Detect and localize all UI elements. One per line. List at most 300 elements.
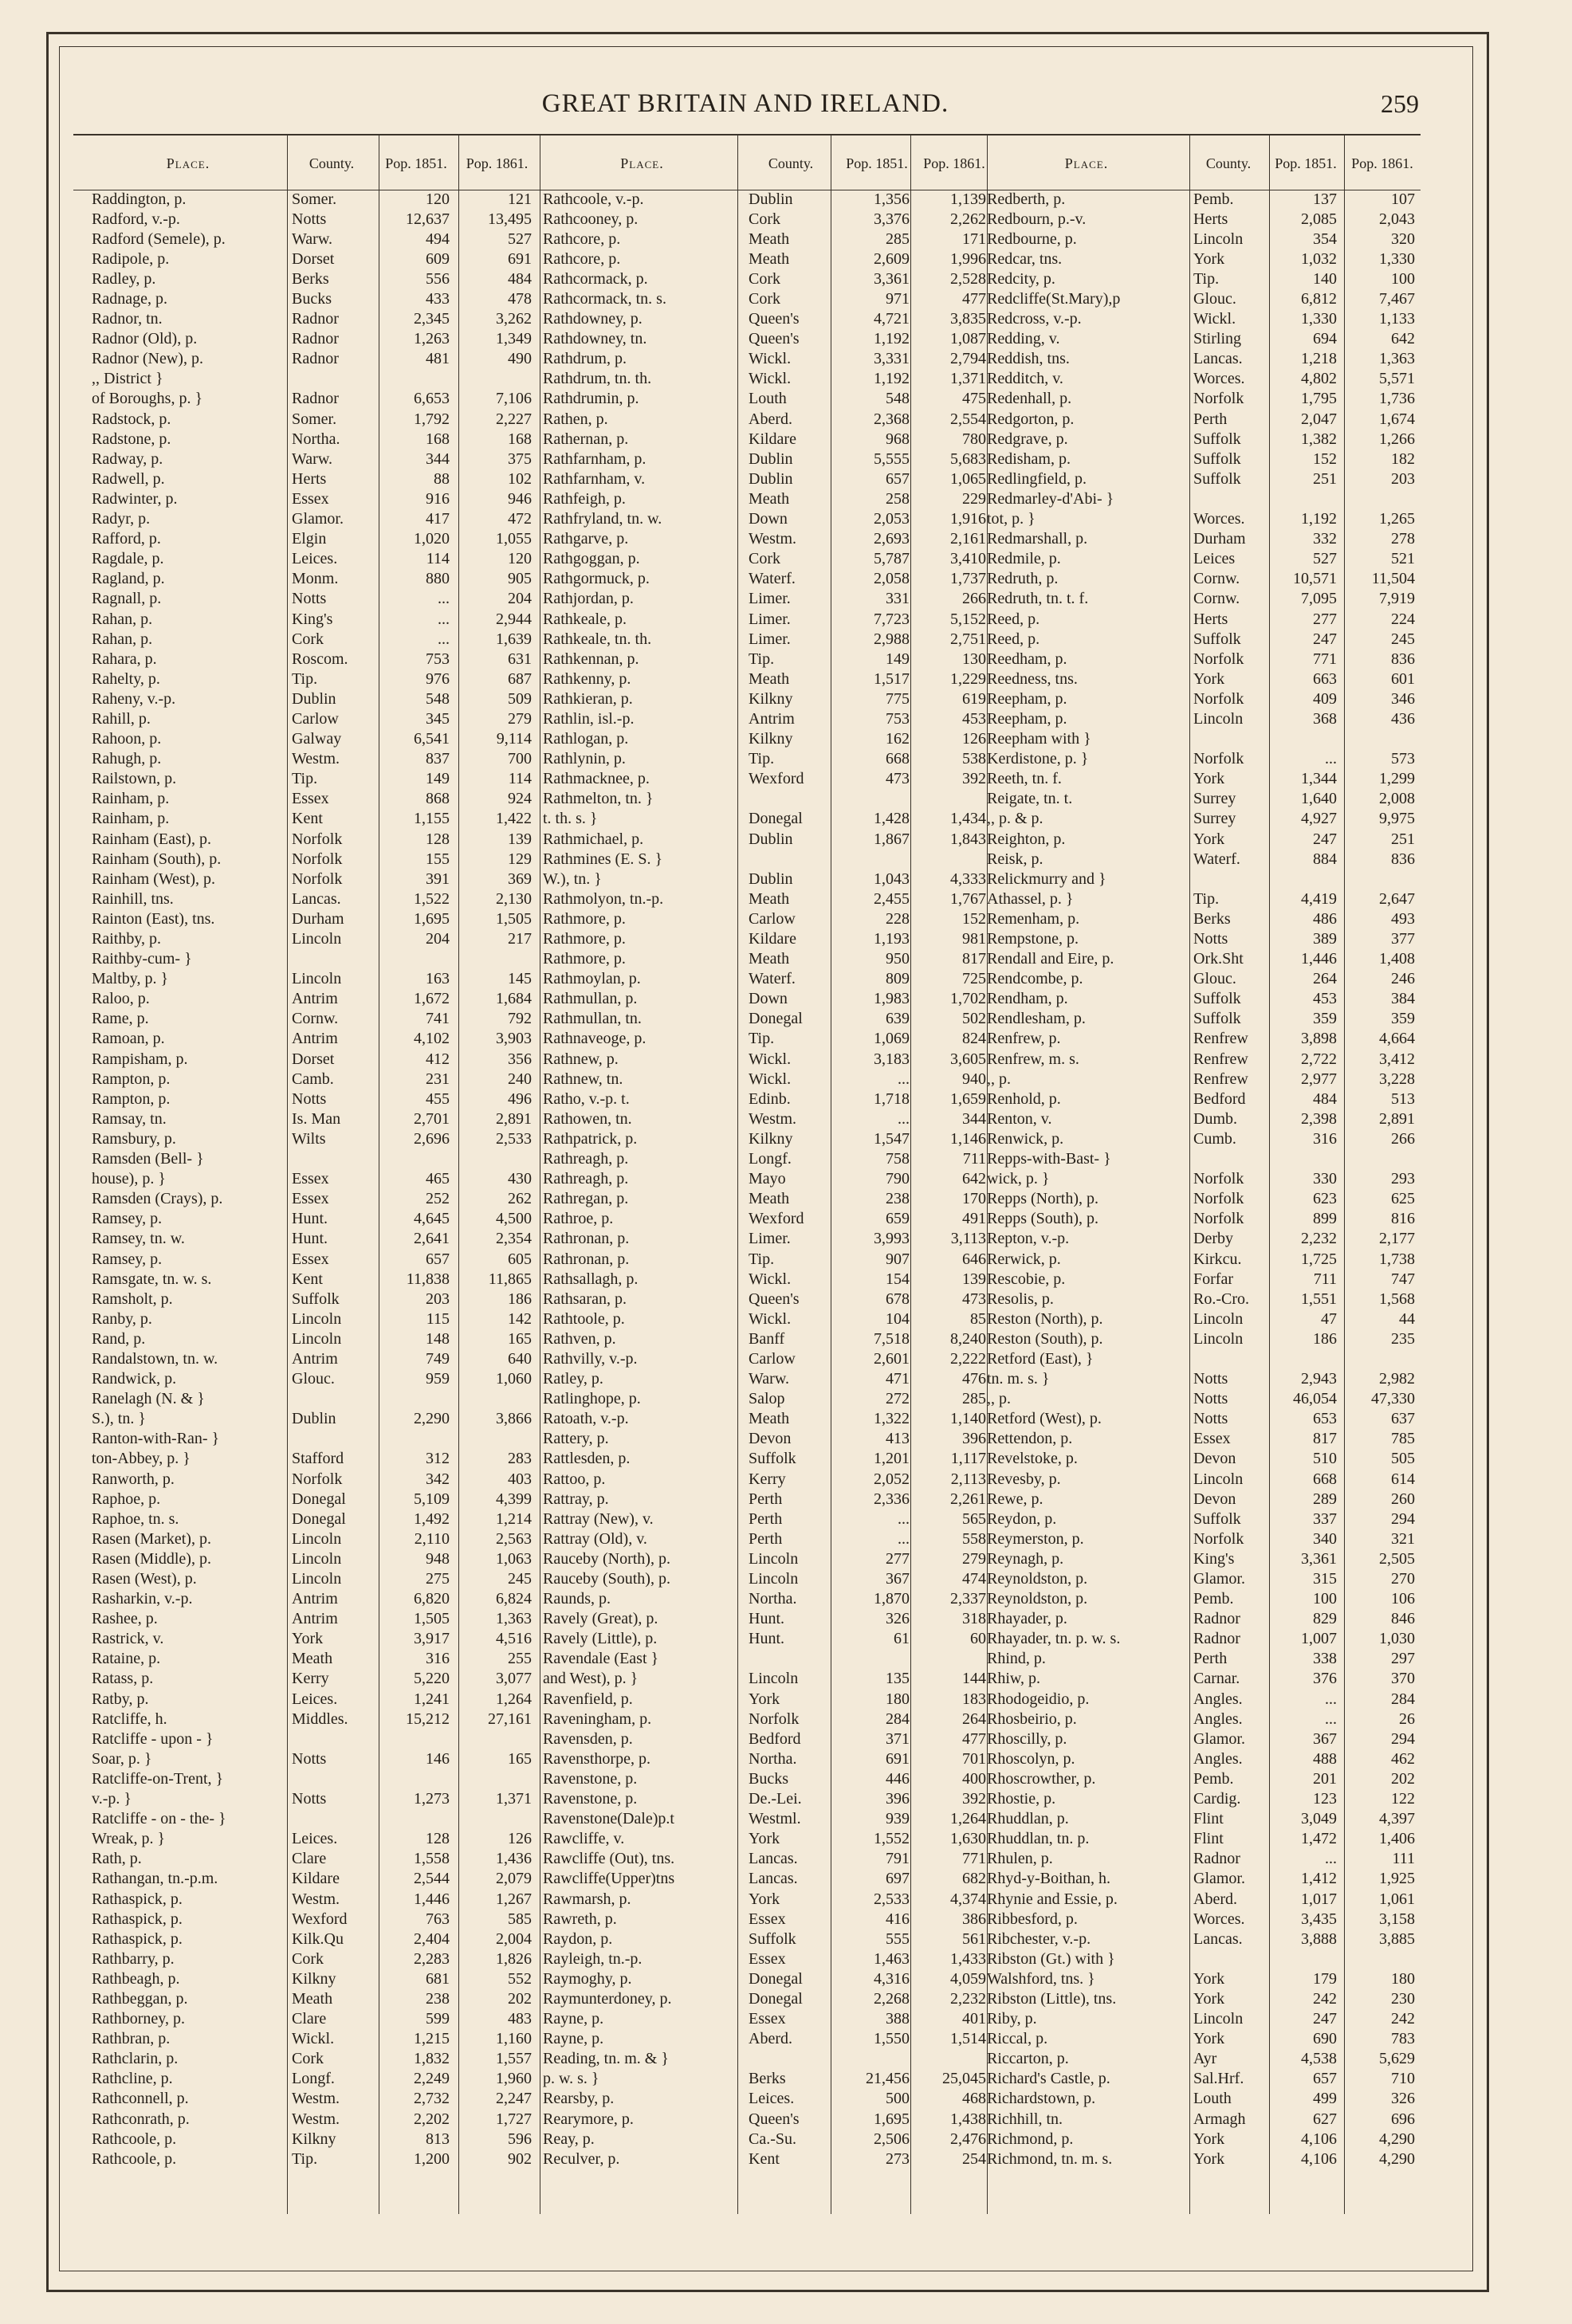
pop-1851-cell (838, 1649, 916, 1669)
pop-1851-cell: 1,725 (1301, 1250, 1337, 1268)
place-cell: Rathfeigh, p. (543, 489, 626, 508)
place-cell: Ranton-with-Ran- } (92, 1430, 220, 1448)
pop-1861-cell: 204 (508, 590, 532, 608)
pop-1851-cell: 367 (886, 1570, 910, 1588)
page-header (72, 89, 1419, 128)
table-row (540, 1889, 992, 1909)
pop-1861-cell: 1,133 (1379, 310, 1415, 328)
place-cell: Rathcoole, v.-p. (543, 190, 644, 208)
place-cell: W.), tn. } (543, 870, 602, 888)
county-cell: Norfolk (1193, 650, 1244, 668)
table-row (540, 1568, 992, 1588)
pop-1861-cell: 4,399 (496, 1490, 532, 1508)
pop-1861-cell: 2,232 (950, 1989, 986, 2008)
pop-1861-cell: 3,262 (496, 310, 532, 328)
table-row (540, 809, 992, 829)
pop-1851-cell: 11,838 (406, 1270, 450, 1288)
pop-1851-cell: 3,888 (1301, 1929, 1337, 1948)
pop-1851-cell: 659 (886, 1210, 910, 1228)
pop-1851-cell: 277 (1313, 610, 1337, 628)
county-cell: Donegal (749, 1969, 803, 1988)
pop-1861-cell: 2,476 (950, 2130, 986, 2148)
place-cell: Raphoe, p. (92, 1490, 161, 1508)
place-cell: Rathcore, p. (543, 249, 621, 268)
table-row (540, 1529, 992, 1549)
county-cell: Renfrew (1193, 1050, 1248, 1068)
pop-1851-cell: 21,456 (866, 2070, 910, 2088)
county-cell: Ayr (1193, 2050, 1217, 2068)
pop-1851-cell: 135 (886, 1670, 910, 1688)
place-cell: tn. m. s. } (987, 1370, 1050, 1388)
place-cell: Radnor (Old), p. (92, 330, 198, 348)
pop-1861-header: Pop. 1861. (1351, 155, 1413, 171)
pop-1861-cell: 476 (962, 1370, 986, 1388)
county-cell: Kent (749, 2149, 780, 2168)
table-row (89, 409, 538, 429)
table-row (540, 389, 992, 409)
place-cell: Ramsholt, p. (92, 1290, 173, 1308)
place-cell: Redlingfield, p. (987, 469, 1087, 488)
pop-1861-cell: 631 (508, 650, 532, 668)
pop-1851-cell: 391 (426, 870, 450, 888)
place-cell: Radstock, p. (92, 410, 171, 428)
pop-1851-cell: 1,870 (874, 1590, 910, 1608)
place-cell: Ragland, p. (92, 570, 165, 588)
pop-1851-cell: 389 (1313, 930, 1337, 948)
place-cell: Rathlogan, p. (543, 730, 629, 748)
pop-1861-cell: 474 (962, 1570, 986, 1588)
place-cell: Redcity, p. (987, 269, 1055, 288)
county-cell: Kerry (749, 1470, 786, 1488)
pop-1851-cell: 939 (886, 1810, 910, 1828)
pop-1861-cell: 217 (508, 930, 532, 948)
county-cell: Norfolk (1193, 750, 1244, 768)
column-rule (458, 135, 459, 2214)
county-cell: Ork.Sht (1193, 950, 1244, 968)
pop-1851-cell: ... (1325, 750, 1337, 768)
county-cell (287, 1149, 376, 1169)
pop-1861-cell: 3,410 (950, 550, 986, 568)
table-row (540, 1049, 992, 1069)
place-cell: Rasharkin, v.-p. (92, 1590, 193, 1608)
place-cell: ,, p. & p. (987, 810, 1043, 828)
pop-1851-cell: 1,032 (1301, 249, 1337, 268)
pop-1851-cell: 7,723 (874, 610, 910, 628)
county-cell: Waterf. (1193, 850, 1240, 868)
pop-1851-cell: 204 (426, 930, 450, 948)
pop-1861-cell: 120 (508, 550, 532, 568)
pop-1851-cell: 2,268 (874, 1989, 910, 2008)
pop-1861-cell: 3,885 (1379, 1929, 1415, 1948)
place-cell: Renfrew, m. s. (987, 1050, 1079, 1068)
table-row (540, 1369, 992, 1389)
pop-1861-cell: 4,500 (496, 1210, 532, 1228)
table-row (540, 1909, 992, 1929)
place-cell: Rathdrum, p. (543, 350, 627, 368)
place-cell: Ramsey, p. (92, 1250, 163, 1268)
pop-1851-cell: 473 (886, 770, 910, 788)
county-cell: Antrim (292, 1349, 338, 1368)
pop-1851-cell: 247 (1313, 630, 1337, 648)
county-cell: Meath (749, 230, 790, 248)
pop-1851-cell (376, 1389, 456, 1409)
county-cell: Notts (292, 1749, 327, 1768)
table-row (984, 1649, 1421, 1669)
pop-1851-cell: 238 (886, 1190, 910, 1208)
place-cell: Rathfryland, tn. w. (543, 510, 662, 528)
county-cell: Westml. (749, 1810, 801, 1828)
place-cell: Reydon, p. (987, 1509, 1057, 1528)
pop-1861-cell (1343, 729, 1421, 749)
pop-1861-cell (1343, 1149, 1421, 1169)
table-row (540, 1589, 992, 1609)
pop-1851-cell: 1,463 (874, 1949, 910, 1968)
pop-1861-cell: 1,438 (950, 2110, 986, 2128)
table-row (89, 1269, 538, 1289)
place-cell: Redbourn, p.-v. (987, 210, 1087, 228)
place-cell: Railstown, p. (92, 770, 177, 788)
county-cell: Essex (292, 1190, 329, 1208)
pop-1851-cell: 627 (1313, 2110, 1337, 2128)
pop-1851-cell: 741 (426, 1010, 450, 1028)
pop-1851-cell: 481 (426, 350, 450, 368)
county-cell: Lincoln (292, 1329, 342, 1348)
pop-1861-cell: 26 (1399, 1710, 1415, 1728)
pop-1851-cell: 88 (434, 469, 450, 488)
place-cell: Rathbeagh, p. (92, 1969, 180, 1988)
table-row (984, 1669, 1421, 1689)
place-cell: Renton, v. (987, 1109, 1052, 1128)
table-row (89, 549, 538, 569)
county-cell: Down (749, 990, 788, 1008)
place-cell: Rhiw, p. (987, 1670, 1041, 1688)
county-cell (287, 1769, 376, 1788)
pop-1851-cell (838, 789, 916, 809)
table-row (540, 409, 992, 429)
table-row (984, 709, 1421, 728)
county-cell: Bedford (1193, 1089, 1246, 1108)
pop-1861-cell: 294 (1391, 1729, 1415, 1748)
pop-1851-cell: 2,202 (414, 2110, 450, 2128)
pop-1851-cell: 3,361 (1301, 1549, 1337, 1568)
pop-1851-cell: 1,192 (874, 330, 910, 348)
pop-1861-cell: 711 (962, 1150, 986, 1168)
pop-1861-cell: 2,079 (496, 1870, 532, 1888)
table-row (984, 1389, 1421, 1409)
table-row (984, 1289, 1421, 1309)
county-cell: Suffolk (1193, 1509, 1241, 1528)
county-cell (744, 1649, 838, 1669)
pop-1861-cell: 1,063 (496, 1549, 532, 1568)
place-cell: Rendham, p. (987, 990, 1068, 1008)
pop-1851-cell: 1,547 (874, 1129, 910, 1148)
county-cell: Limer. (749, 590, 791, 608)
county-cell: Devon (1193, 1490, 1236, 1508)
county-cell: Suffolk (1193, 449, 1241, 468)
pop-1861-cell: 2,751 (950, 630, 986, 648)
place-cell: Rhayader, tn. p. w. s. (987, 1630, 1121, 1648)
pop-1851-cell: 252 (426, 1190, 450, 1208)
table-row (89, 1629, 538, 1649)
pop-1861-cell (456, 1809, 538, 1829)
pop-1861-cell: 1,433 (950, 1949, 986, 1968)
table-row (89, 1809, 538, 1829)
column-rule (287, 135, 288, 2214)
county-cell: York (749, 1830, 780, 1848)
place-cell: Richard's Castle, p. (987, 2070, 1110, 2088)
pop-1851-cell: 2,053 (874, 510, 910, 528)
county-cell: Radnor (292, 390, 339, 408)
pop-1851-cell: 3,993 (874, 1230, 910, 1248)
table-row (540, 1089, 992, 1109)
pop-1851-cell: 1,241 (414, 1690, 450, 1708)
pop-1851-cell: 154 (886, 1270, 910, 1288)
table-row (89, 469, 538, 489)
table-row (984, 1589, 1421, 1609)
place-cell: Rahelty, p. (92, 669, 160, 688)
county-cell: Aberd. (1193, 1890, 1237, 1908)
pop-1851-cell: 1,069 (874, 1030, 910, 1048)
county-cell: Devon (1193, 1450, 1236, 1468)
table-row (540, 1669, 992, 1689)
county-cell: Radnor (292, 310, 339, 328)
county-cell: Leices. (292, 1690, 338, 1708)
table-row (89, 729, 538, 749)
table-row (540, 569, 992, 589)
table-row (540, 1229, 992, 1249)
pop-1861-cell: 130 (962, 650, 986, 668)
pop-1861-cell: 44 (1399, 1309, 1415, 1328)
county-header: County. (1205, 155, 1252, 171)
place-cell: Reedness, tns. (987, 669, 1078, 688)
pop-1851-cell: 527 (1313, 550, 1337, 568)
pop-1851-cell: 231 (426, 1070, 450, 1088)
pop-1861-cell: 293 (1391, 1170, 1415, 1188)
table-row (89, 1909, 538, 1929)
table-row (89, 1149, 538, 1169)
pop-1861-cell: 614 (1391, 1470, 1415, 1488)
county-cell: Glamor. (1193, 1729, 1245, 1748)
table-row (984, 769, 1421, 789)
place-cell: Reading, tn. m. & } (543, 2050, 669, 2068)
table-row (984, 189, 1421, 209)
place-cell: Rainham, p. (92, 810, 170, 828)
place-cell: Rainham, p. (92, 790, 170, 808)
place-cell: Ranby, p. (92, 1309, 152, 1328)
pop-1851-cell: 623 (1313, 1190, 1337, 1208)
pop-1851-cell: 1,472 (1301, 1830, 1337, 1848)
county-cell: Kilkny (749, 689, 793, 708)
pop-1851-cell: 2,085 (1301, 210, 1337, 228)
table-row (540, 869, 992, 889)
pop-1851-cell: 123 (1313, 1790, 1337, 1808)
place-cell: Rawreth, p. (543, 1910, 617, 1928)
pop-1851-cell: 884 (1313, 850, 1337, 868)
pop-1861-cell: 1,505 (496, 909, 532, 928)
pop-1861-cell: 462 (1391, 1749, 1415, 1768)
table-row (984, 2029, 1421, 2049)
table-row (540, 1469, 992, 1489)
pop-1851-cell: 242 (1313, 1989, 1337, 2008)
table-row (89, 349, 538, 369)
place-cell: Rathkieran, p. (543, 689, 633, 708)
county-cell: Donegal (749, 1989, 803, 2008)
place-cell: Rhodogeidio, p. (987, 1690, 1090, 1708)
table-row (540, 189, 992, 209)
county-cell: De.-Lei. (749, 1790, 802, 1808)
pop-1851-cell: 2,249 (414, 2070, 450, 2088)
pop-1861-cell: 1,702 (950, 990, 986, 1008)
pop-1851-cell: 1,273 (414, 1790, 450, 1808)
county-cell: Lancas. (749, 1850, 798, 1868)
pop-1851-cell: 128 (426, 830, 450, 848)
table-row (89, 909, 538, 928)
pop-1861-cell: 1,925 (1379, 1870, 1415, 1888)
county-cell: Stirling (1193, 330, 1242, 348)
place-cell: Reynagh, p. (987, 1549, 1064, 1568)
pop-1861-cell (456, 949, 538, 969)
table-row (984, 1009, 1421, 1029)
place-cell: Richardstown, p. (987, 2090, 1096, 2108)
place-cell: Radipole, p. (92, 249, 170, 268)
place-cell: Reighton, p. (987, 830, 1066, 848)
table-row (984, 269, 1421, 289)
county-cell: Donegal (749, 1010, 803, 1028)
county-cell: Antrim (292, 990, 338, 1008)
county-cell: Renfrew (1193, 1030, 1248, 1048)
place-cell: Reddish, tns. (987, 350, 1070, 368)
place-cell: Rathmacknee, p. (543, 770, 650, 788)
place-cell: Rathowen, tn. (543, 1109, 632, 1128)
county-cell: Cork (749, 210, 780, 228)
pop-1861-cell: 356 (508, 1050, 532, 1068)
place-cell: Rendall and Eire, p. (987, 950, 1114, 968)
table-row (540, 509, 992, 529)
table-row (89, 669, 538, 689)
county-cell: Cornw. (292, 1010, 339, 1028)
table-row (984, 549, 1421, 569)
table-row (984, 729, 1421, 749)
table-row (540, 1949, 992, 1969)
pop-1861-cell: 502 (962, 1010, 986, 1028)
table-row (984, 989, 1421, 1009)
pop-1861-header: Pop. 1861. (466, 155, 529, 171)
table-row (984, 449, 1421, 469)
table-row (540, 289, 992, 308)
table-row (540, 1489, 992, 1509)
place-cell: Rauceby (North), p. (543, 1549, 670, 1568)
county-cell: King's (292, 610, 333, 628)
place-cell: Athassel, p. } (987, 889, 1074, 908)
pop-1851-cell: 332 (1313, 530, 1337, 548)
pop-1861-cell: 47,330 (1371, 1390, 1415, 1408)
pop-1851-cell: 1,192 (874, 370, 910, 388)
county-cell: Meath (749, 889, 790, 908)
pop-1861-cell: 375 (508, 449, 532, 468)
table-row (89, 1369, 538, 1389)
pop-1861-cell: 1,736 (1379, 390, 1415, 408)
table-row (89, 1469, 538, 1489)
table-row (89, 189, 538, 209)
pop-1861-cell: 145 (508, 970, 532, 988)
place-cell: Rasen (Middle), p. (92, 1549, 211, 1568)
pop-1861-cell: 242 (1391, 2010, 1415, 2028)
county-cell: Banff (749, 1329, 785, 1348)
place-cell: Reepham with } (987, 730, 1091, 748)
table-row (89, 869, 538, 889)
place-cell: Repps-with-Bast- } (987, 1150, 1111, 1168)
county-cell: Limer. (749, 1230, 791, 1248)
county-cell: York (1193, 2149, 1225, 2168)
pop-1851-cell: 2,701 (414, 1109, 450, 1128)
pop-1851-cell: 837 (426, 750, 450, 768)
county-cell: York (1193, 249, 1225, 268)
pop-1861-cell (456, 1389, 538, 1409)
pop-1851-cell: 3,361 (874, 269, 910, 288)
county-cell: Hunt. (292, 1230, 328, 1248)
county-cell: Wickl. (749, 1309, 792, 1328)
place-cell: Rahugh, p. (92, 750, 162, 768)
county-cell: Edinb. (749, 1089, 791, 1108)
pop-1851-cell: 201 (1313, 1769, 1337, 1788)
place-cell: Rathaspick, p. (92, 1929, 183, 1948)
place-cell: Rempstone, p. (987, 930, 1079, 948)
pop-1861-cell: 4,374 (950, 1890, 986, 1908)
county-cell: Dorset (292, 249, 335, 268)
pop-1861-cell: 4,290 (1379, 2149, 1415, 2168)
county-cell: Cork (749, 550, 780, 568)
table-row (540, 1429, 992, 1449)
pop-1851-cell: 4,802 (1301, 370, 1337, 388)
pop-1851-cell: 7,095 (1301, 590, 1337, 608)
county-cell: Wickl. (749, 1050, 792, 1068)
pop-1861-cell: 240 (508, 1070, 532, 1088)
pop-1851-cell: 61 (894, 1630, 910, 1648)
pop-1851-cell: 1,867 (874, 830, 910, 848)
pop-1861-cell: 126 (508, 1830, 532, 1848)
table-row (984, 2009, 1421, 2029)
place-cell: Rhind, p. (987, 1650, 1046, 1668)
pop-1851-cell: 971 (886, 290, 910, 308)
county-cell: Wickl. (749, 1270, 792, 1288)
place-cell: Rathlin, isl.-p. (543, 709, 635, 728)
place-cell: Rame, p. (92, 1010, 149, 1028)
pop-1861-cell: 940 (962, 1070, 986, 1088)
column-rule (987, 135, 988, 2214)
pop-1861-cell: 1,363 (496, 1610, 532, 1628)
place-header: Place. (620, 155, 664, 171)
place-cell: Raymoghy, p. (543, 1969, 632, 1988)
table-row (89, 1409, 538, 1429)
pop-1861-cell: 1,843 (950, 830, 986, 848)
pop-1861-cell: 747 (1391, 1270, 1415, 1288)
table-row (89, 649, 538, 669)
pop-1861-cell (916, 849, 992, 869)
pop-1861-cell: 171 (962, 230, 986, 248)
place-cell: Ravenstone(Dale)p.t (543, 1810, 674, 1828)
pop-1861-cell: 817 (962, 950, 986, 968)
pop-1861-cell: 1,408 (1379, 950, 1415, 968)
table-row (984, 1089, 1421, 1109)
county-cell: Meath (749, 489, 790, 508)
county-cell: Kildare (749, 430, 796, 448)
pop-1851-cell: 140 (1313, 269, 1337, 288)
table-row (89, 809, 538, 829)
county-cell: Kirkcu. (1193, 1250, 1242, 1268)
pop-1851-cell: 1,218 (1301, 350, 1337, 368)
pop-1861-cell (456, 369, 538, 389)
place-cell: Redmarley-d'Abi- } (987, 489, 1114, 508)
